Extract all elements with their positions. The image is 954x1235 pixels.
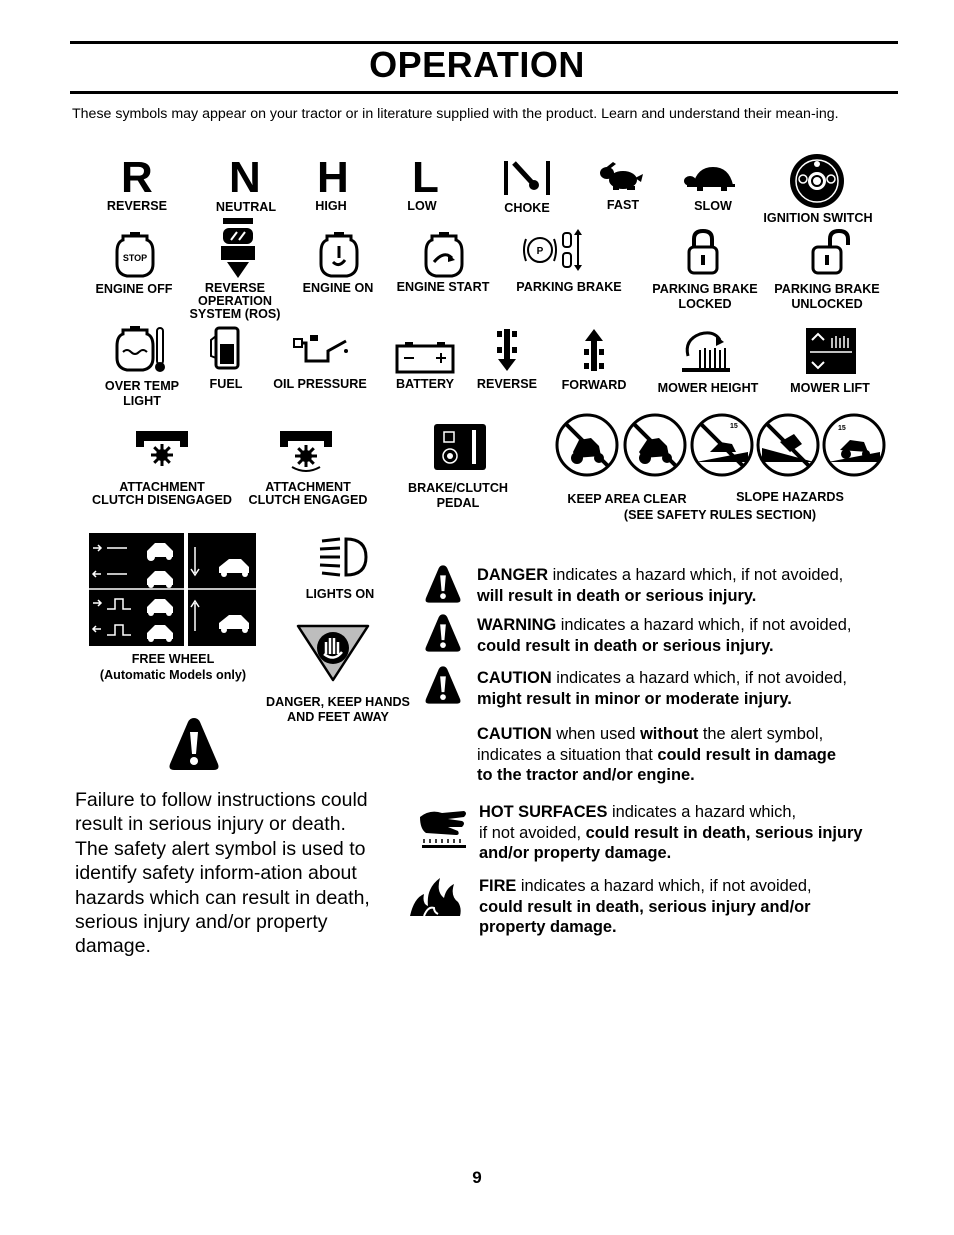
attachment-disengaged-label-2: CLUTCH DISENGAGED [92, 493, 232, 507]
over-temp-label-2: LIGHT [123, 394, 161, 408]
fuel-label: FUEL [209, 377, 243, 391]
engine-start-icon [424, 232, 464, 278]
danger-consequence: will result in death or serious injury. [477, 586, 757, 605]
attachment-clutch-engaged-icon [278, 427, 334, 473]
warning-word: WARNING [477, 616, 557, 634]
engine-off-icon [115, 232, 155, 278]
slope-hazards-label: SLOPE HAZARDS [736, 490, 844, 504]
lock-closed-icon [686, 229, 720, 275]
attachment-clutch-disengaged-icon [134, 427, 190, 471]
free-wheel-label-2: (Automatic Models only) [99, 668, 247, 682]
caution-alert-icon [423, 665, 463, 705]
high-h-icon: H [317, 153, 349, 202]
caution2-bold-2: to the tractor and/or engine. [477, 766, 695, 784]
free-wheel-panel-icon [89, 533, 256, 646]
brake-clutch-pedal-icon [434, 424, 486, 470]
battery-icon [395, 340, 455, 374]
warning-text: indicates a hazard which, if not avoided, [556, 616, 852, 634]
mower-height-icon [680, 326, 732, 374]
title-underline [70, 91, 898, 94]
caution2-text-3: indicates a situation that [477, 745, 658, 764]
fast-rabbit-icon [597, 162, 645, 192]
brake-clutch-label-1: BRAKE/CLUTCH [407, 481, 509, 495]
warning-definition [477, 615, 897, 656]
hot-text-1: indicates a hazard which, [607, 803, 797, 821]
parking-brake-locked-label-1: PARKING BRAKE [652, 282, 758, 296]
hot-surfaces-definition [479, 802, 899, 864]
reverse-r-icon: R [121, 153, 153, 202]
ignition-switch-icon [789, 153, 845, 209]
hot-surface-icon [418, 805, 470, 853]
engine-start-label: ENGINE START [396, 280, 490, 294]
stop-badge-text: STOP [122, 253, 148, 263]
caution-definition [477, 668, 897, 709]
caution2-bold-1: could result in damage [657, 745, 836, 764]
caution-consequence: might result in minor or moderate injury. [477, 689, 792, 708]
warning-consequence: could result in death or serious injury. [477, 636, 774, 655]
caution-no-symbol-definition [477, 724, 897, 786]
slow-turtle-icon [683, 165, 739, 193]
keep-area-clear-label: KEEP AREA CLEAR [567, 492, 687, 506]
engine-off-label: ENGINE OFF [95, 282, 173, 296]
fire-bold-1: could result in death, serious injury and/or [479, 897, 811, 916]
safety-alert-large-icon [168, 716, 220, 772]
choke-icon [502, 159, 552, 199]
danger-word: DANGER [477, 566, 549, 584]
safety-rules-note: (SEE SAFETY RULES SECTION) [623, 508, 817, 522]
fast-label: FAST [606, 198, 640, 212]
slow-label: SLOW [694, 199, 732, 213]
caution2-without: without [640, 725, 699, 743]
neutral-label: NEUTRAL [215, 200, 277, 214]
parking-brake-locked-label-2: LOCKED [678, 297, 732, 311]
parking-brake-unlocked-label-2: UNLOCKED [791, 297, 863, 311]
ros-label-1: REVERSE [204, 281, 266, 295]
keep-hands-away-icon [296, 624, 370, 682]
engine-on-icon [319, 232, 359, 278]
lights-on-label: LIGHTS ON [305, 587, 375, 601]
caution-text: indicates a hazard which, if not avoided, [551, 669, 847, 687]
ignition-switch-label: IGNITION SWITCH [763, 211, 873, 225]
fuel-pump-icon [208, 326, 242, 370]
attachment-disengaged-label-1: ATTACHMENT [119, 480, 205, 494]
brake-clutch-label-2: PEDAL [436, 496, 480, 510]
low-label: LOW [407, 199, 437, 213]
hot-bold-1: could result in death, serious injury [585, 823, 863, 842]
mower-lift-label: MOWER LIFT [790, 381, 870, 395]
caution2-text-1: when used [551, 725, 641, 743]
fire-bold-2: property damage. [479, 918, 617, 936]
reverse-arrow-icon [495, 327, 519, 373]
mower-lift-icon [806, 328, 856, 374]
ros-label-2: OPERATION [198, 294, 272, 308]
fire-definition [479, 876, 899, 938]
hot-surfaces-word: HOT SURFACES [479, 803, 608, 821]
choke-label: CHOKE [504, 201, 550, 215]
warning-alert-icon [423, 613, 463, 653]
caution2-word: CAUTION [477, 725, 552, 743]
reverse-arrow-label: REVERSE [476, 377, 538, 391]
forward-arrow-icon [582, 327, 606, 373]
danger-definition [477, 565, 897, 606]
keep-area-clear-icons [555, 412, 687, 478]
over-temp-icon [115, 326, 165, 374]
battery-label: BATTERY [395, 377, 455, 391]
slope-hazards-icons [690, 412, 886, 478]
low-l-icon: L [412, 153, 439, 202]
slope-value-text-2: 15 [838, 425, 846, 432]
keep-hands-away-label-2: AND FEET AWAY [287, 710, 389, 724]
page-number: 9 [472, 1168, 482, 1187]
fire-icon [408, 876, 464, 918]
slope-value-text-1: 15 [730, 423, 738, 430]
failure-paragraph: Failure to follow instructions could result in serious injury or death. The safety alert symbol is used to identify safety inform-ation about hazards which can result in death, serious injury and/or property damage. [75, 789, 370, 958]
keep-hands-away-label-1: DANGER, KEEP HANDS [266, 695, 410, 709]
caution-word: CAUTION [477, 669, 552, 687]
attachment-engaged-label-2: CLUTCH ENGAGED [248, 493, 368, 507]
fire-word: FIRE [479, 877, 517, 895]
neutral-n-icon: N [229, 153, 261, 202]
intro-text: These symbols may appear on your tractor or in literature supplied with the product. Learn and understand their mean-ing. [72, 106, 839, 122]
ros-icon [219, 218, 257, 280]
lock-open-icon [810, 229, 854, 275]
mower-height-label: MOWER HEIGHT [657, 381, 759, 395]
page-title: OPERATION [369, 44, 585, 85]
forward-label: FORWARD [561, 378, 627, 392]
high-label: HIGH [315, 199, 347, 213]
engine-on-label: ENGINE ON [302, 281, 374, 295]
danger-alert-icon [423, 564, 463, 604]
parking-brake-unlocked-label-1: PARKING BRAKE [774, 282, 880, 296]
headlight-icon [316, 535, 368, 579]
hot-text-2: if not avoided, [479, 823, 586, 842]
oil-can-icon [292, 333, 348, 365]
reverse-label: REVERSE [106, 199, 168, 213]
oil-pressure-label: OIL PRESSURE [273, 377, 367, 391]
free-wheel-label-1: FREE WHEEL [131, 652, 215, 666]
parking-brake-icon [523, 229, 585, 271]
ros-label-3: SYSTEM (ROS) [189, 307, 281, 321]
parking-brake-label: PARKING BRAKE [516, 280, 622, 294]
fire-text-1: indicates a hazard which, if not avoided, [516, 877, 812, 895]
hot-bold-2: and/or property damage. [479, 844, 672, 862]
over-temp-label-1: OVER TEMP [104, 379, 180, 393]
attachment-engaged-label-1: ATTACHMENT [265, 480, 351, 494]
caution2-text-2: the alert symbol, [698, 725, 824, 743]
danger-text: indicates a hazard which, if not avoided, [548, 566, 844, 584]
parking-brake-p-text: P [536, 246, 544, 257]
